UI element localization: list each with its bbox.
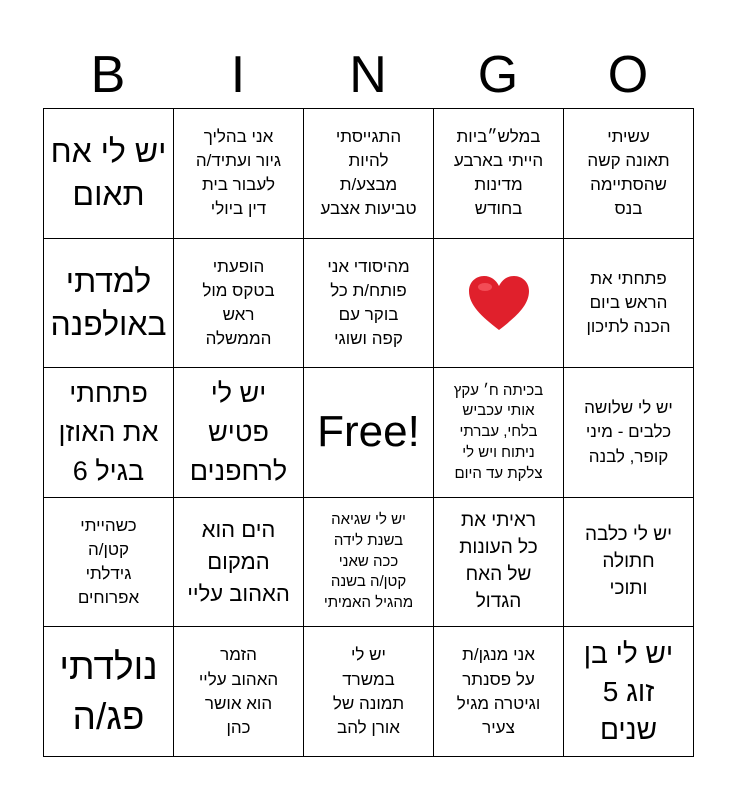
bingo-cell[interactable]: כשהייתי קטן/ה גידלתי אפרוחים	[44, 498, 174, 628]
bingo-cell[interactable]: פתחתי את הראש ביום הכנה לתיכון	[564, 239, 694, 369]
header-letter-g: G	[477, 46, 519, 104]
bingo-header	[43, 42, 693, 108]
bingo-cell[interactable]: נולדתי פג/ה	[44, 627, 174, 757]
bingo-cell[interactable]: עשיתי תאונה קשה שהסתיימה בנס	[564, 109, 694, 239]
bingo-cell[interactable]: יש לי פטיש לרחפנים	[174, 368, 304, 498]
red-heart-icon	[467, 274, 531, 332]
bingo-cell[interactable]: הופעתי בטקס מול ראש הממשלה	[174, 239, 304, 369]
bingo-cell[interactable]: ראיתי את כל העונות של האח הגדול	[434, 498, 564, 628]
bingo-cell[interactable]: יש לי כלבה חתולה ותוכי	[564, 498, 694, 628]
bingo-cell[interactable]: יש לי בן זוג 5 שנים	[564, 627, 694, 757]
bingo-cell-heart[interactable]	[434, 239, 564, 369]
bingo-grid	[43, 108, 694, 757]
bingo-cell[interactable]: במלש״ביות הייתי בארבע מדינות בחודש	[434, 109, 564, 239]
bingo-cell[interactable]: בכיתה ח׳ עקץ אותי עכביש בלחי, עברתי ניתוח ויש לי צלקת עד היום	[434, 368, 564, 498]
header-letter-b: B	[90, 46, 126, 104]
bingo-cell[interactable]: יש לי שגיאה בשנת לידה ככה שאני קטן/ה בשנה מהגיל האמיתי	[304, 498, 434, 628]
header-letter-i: I	[230, 46, 246, 104]
bingo-cell[interactable]: יש לי אח תאום	[44, 109, 174, 239]
bingo-cell[interactable]: אני בהליך גיור ועתיד/ה לעבור בית דין ביולי	[174, 109, 304, 239]
bingo-cell[interactable]: הים הוא המקום האהוב עליי	[174, 498, 304, 628]
bingo-cell[interactable]: מהיסודי אני פותח/ת כל בוקר עם קפה ושוגי	[304, 239, 434, 369]
header-letter-n: N	[349, 46, 387, 104]
bingo-cell[interactable]: למדתי באולפנה	[44, 239, 174, 369]
bingo-cell[interactable]: יש לי שלושה כלבים - מיני קופר, לבנה	[564, 368, 694, 498]
bingo-cell[interactable]: יש לי במשרד תמונה של אורן להב	[304, 627, 434, 757]
bingo-cell[interactable]: הזמר האהוב עליי הוא אושר כהן	[174, 627, 304, 757]
header-letter-o: O	[607, 46, 649, 104]
free-space[interactable]: Free!	[304, 368, 434, 498]
bingo-cell[interactable]: התגייסתי להיות מבצע/ת טביעות אצבע	[304, 109, 434, 239]
bingo-cell[interactable]: פתחתי את האוזן בגיל 6	[44, 368, 174, 498]
bingo-cell[interactable]: אני מנגן/ת על פסנתר וגיטרה מגיל צעיר	[434, 627, 564, 757]
